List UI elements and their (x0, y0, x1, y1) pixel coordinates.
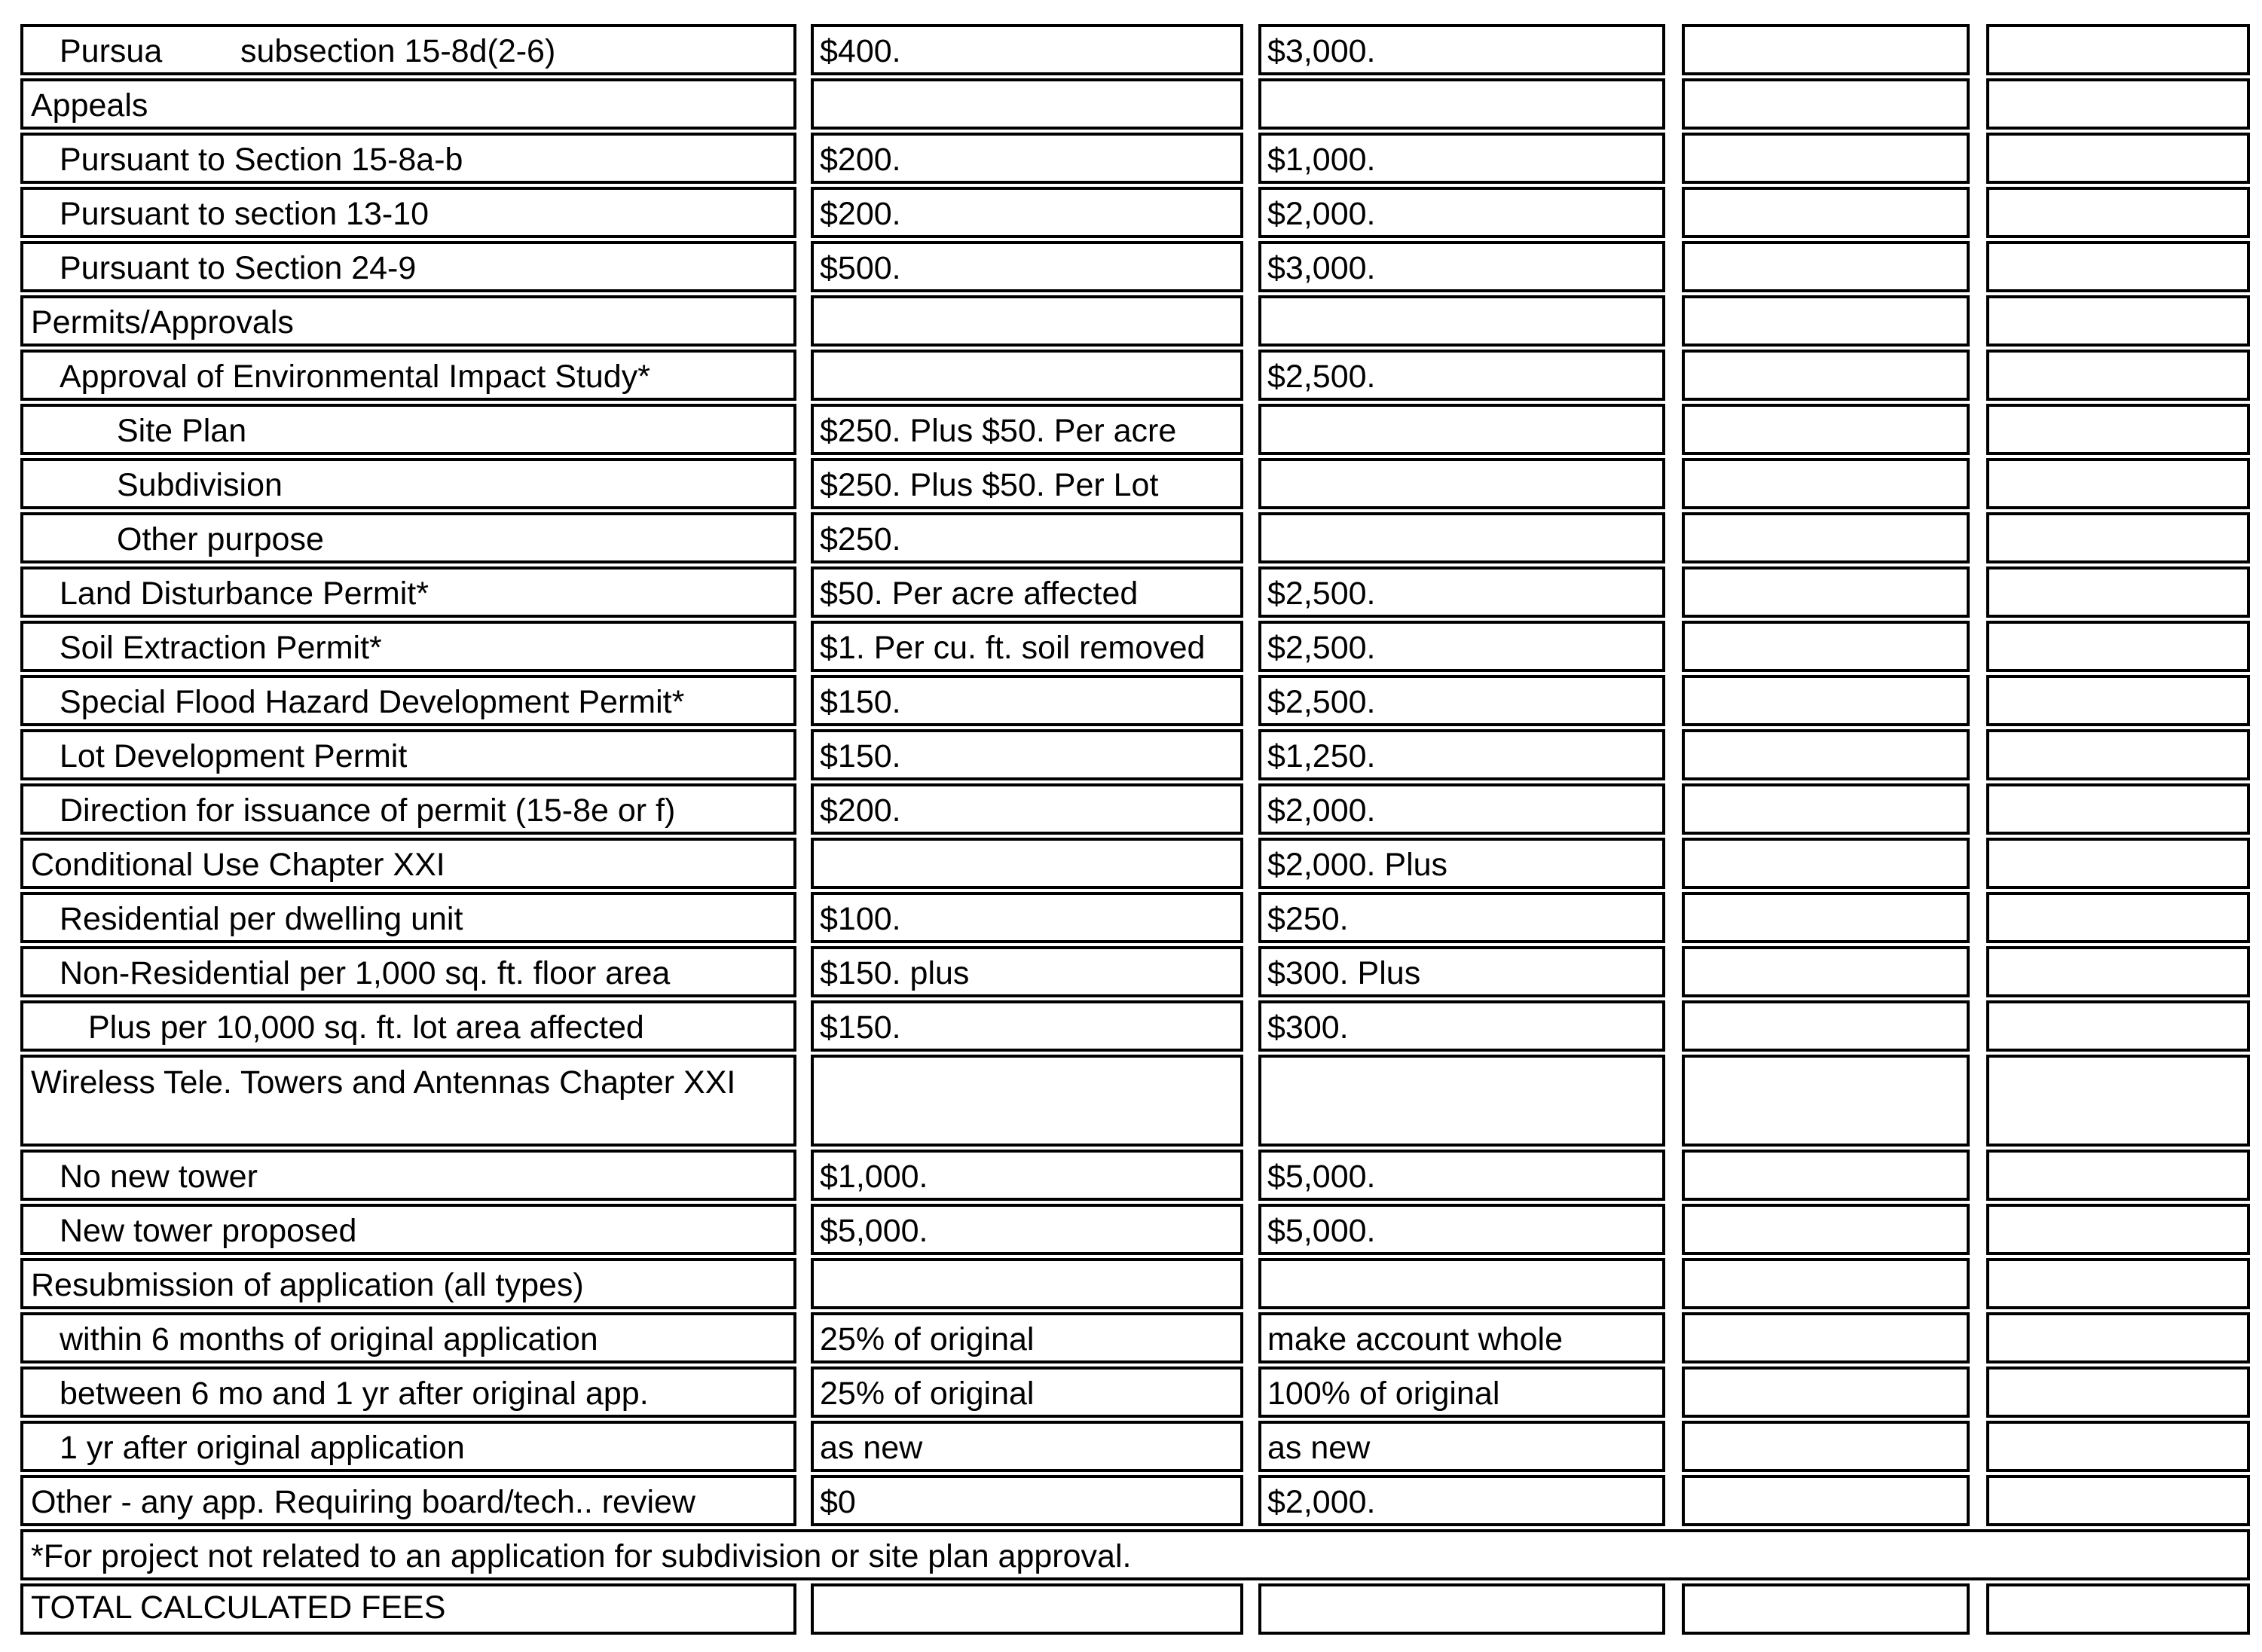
calc-escrow-cell[interactable] (1986, 946, 2250, 997)
calc-escrow-cell[interactable] (1986, 1475, 2250, 1526)
fee-amount: 25% of original (820, 1321, 1035, 1357)
escrow-amount: $2,500. (1267, 684, 1376, 720)
fee-amount: $5,000. (820, 1213, 928, 1249)
fee-amount: $250. Plus $50. Per Lot (820, 467, 1159, 503)
escrow-cell (1258, 404, 1665, 455)
calc-fee-cell[interactable] (1682, 1000, 1970, 1052)
calc-escrow-cell[interactable] (1986, 621, 2250, 672)
row-description: Non-Residential per 1,000 sq. ft. floor area (60, 955, 671, 991)
calc-fee-cell[interactable] (1682, 1150, 1970, 1201)
escrow-amount: 100% of original (1267, 1376, 1500, 1412)
calc-escrow-cell[interactable] (1986, 892, 2250, 943)
calc-escrow-cell[interactable] (1986, 1055, 2250, 1147)
footnote-text: *For project not related to an application for subdivision or site plan approval. (31, 1538, 1132, 1574)
row-description: Conditional Use Chapter XXI (31, 847, 445, 883)
calc-escrow-cell[interactable] (1986, 838, 2250, 889)
calc-fee-cell[interactable] (1682, 187, 1970, 238)
fee-amount: $200. (820, 142, 901, 178)
fee-amount: $100. (820, 901, 901, 937)
escrow-amount: $1,250. (1267, 738, 1376, 774)
fee-amount: $150. (820, 684, 901, 720)
row-description: Site Plan (117, 413, 247, 449)
fee-cell (811, 350, 1243, 401)
calc-fee-cell[interactable] (1682, 24, 1970, 75)
fee-amount: $150. (820, 1009, 901, 1046)
escrow-cell (1258, 512, 1665, 563)
row-description: Land Disturbance Permit* (60, 576, 429, 612)
calc-fee-cell[interactable] (1682, 78, 1970, 130)
escrow-amount: $2,500. (1267, 359, 1376, 395)
row-description: No new tower (60, 1159, 258, 1195)
calc-fee-cell[interactable] (1682, 458, 1970, 509)
fee-amount: $200. (820, 196, 901, 232)
total-calc-escrow-cell[interactable] (1986, 1583, 2250, 1635)
fee-amount: 25% of original (820, 1376, 1035, 1412)
escrow-cell (1258, 1258, 1665, 1309)
calc-escrow-cell[interactable] (1986, 1312, 2250, 1363)
escrow-amount: $250. (1267, 901, 1349, 937)
fee-cell (811, 295, 1243, 347)
row-description: Lot Development Permit (60, 738, 408, 774)
escrow-amount: $1,000. (1267, 142, 1376, 178)
escrow-amount: $3,000. (1267, 250, 1376, 286)
fee-cell (811, 1475, 1243, 1526)
total-fee-cell[interactable] (811, 1583, 1243, 1635)
escrow-cell (1258, 295, 1665, 347)
calc-fee-cell[interactable] (1682, 1312, 1970, 1363)
calc-fee-cell[interactable] (1682, 512, 1970, 563)
escrow-amount: $2,000. Plus (1267, 847, 1448, 883)
calc-escrow-cell[interactable] (1986, 1421, 2250, 1472)
row-description-continued: subsection 15-8d(2-6) (240, 33, 556, 69)
escrow-cell (1258, 1055, 1665, 1147)
calc-escrow-cell[interactable] (1986, 187, 2250, 238)
escrow-amount: $300. (1267, 1009, 1349, 1046)
calc-fee-cell[interactable] (1682, 1055, 1970, 1147)
row-description: Pursuant to section 13-10 (60, 196, 429, 232)
escrow-amount: $2,000. (1267, 196, 1376, 232)
calc-fee-cell[interactable] (1682, 133, 1970, 184)
calc-fee-cell[interactable] (1682, 1258, 1970, 1309)
calc-escrow-cell[interactable] (1986, 404, 2250, 455)
calc-escrow-cell[interactable] (1986, 1258, 2250, 1309)
row-description: 1 yr after original application (60, 1430, 465, 1466)
calc-escrow-cell[interactable] (1986, 675, 2250, 726)
escrow-amount: $2,500. (1267, 576, 1376, 612)
calc-fee-cell[interactable] (1682, 892, 1970, 943)
calc-escrow-cell[interactable] (1986, 1150, 2250, 1201)
escrow-amount: make account whole (1267, 1321, 1563, 1357)
calc-escrow-cell[interactable] (1986, 295, 2250, 347)
fee-amount: $200. (820, 792, 901, 829)
escrow-amount: $2,500. (1267, 630, 1376, 666)
calc-escrow-cell[interactable] (1986, 729, 2250, 780)
row-description: Wireless Tele. Towers and Antennas Chapter XXI (31, 1064, 736, 1101)
calc-fee-cell[interactable] (1682, 1366, 1970, 1418)
total-calc-fee-cell[interactable] (1682, 1583, 1970, 1635)
calc-escrow-cell[interactable] (1986, 350, 2250, 401)
row-description: New tower proposed (60, 1213, 357, 1249)
row-description: Direction for issuance of permit (15-8e or f) (60, 792, 676, 829)
row-description: Permits/Approvals (31, 304, 294, 340)
fee-amount: $250. (820, 521, 901, 557)
calc-escrow-cell[interactable] (1986, 512, 2250, 563)
fee-amount: $250. Plus $50. Per acre (820, 413, 1177, 449)
escrow-amount: $2,000. (1267, 1484, 1376, 1520)
escrow-amount: $5,000. (1267, 1159, 1376, 1195)
calc-escrow-cell[interactable] (1986, 783, 2250, 835)
calc-escrow-cell[interactable] (1986, 133, 2250, 184)
row-description: Soil Extraction Permit* (60, 630, 382, 666)
row-description: between 6 mo and 1 yr after original app. (60, 1376, 649, 1412)
row-description: Approval of Environmental Impact Study* (60, 359, 650, 395)
calc-fee-cell[interactable] (1682, 838, 1970, 889)
fee-cell (811, 838, 1243, 889)
total-calculated-fees-label: TOTAL CALCULATED FEES (31, 1589, 446, 1626)
fee-amount: $150. (820, 738, 901, 774)
calc-escrow-cell[interactable] (1986, 24, 2250, 75)
fee-amount: $50. Per acre affected (820, 576, 1139, 612)
calc-escrow-cell[interactable] (1986, 1000, 2250, 1052)
calc-fee-cell[interactable] (1682, 1421, 1970, 1472)
fee-cell (811, 1258, 1243, 1309)
calc-fee-cell[interactable] (1682, 621, 1970, 672)
calc-escrow-cell[interactable] (1986, 458, 2250, 509)
row-description: within 6 months of original application (60, 1321, 598, 1357)
row-description: Pursuant to Section 15-8a-b (60, 142, 463, 178)
fee-amount: $1,000. (820, 1159, 928, 1195)
calc-fee-cell[interactable] (1682, 1475, 1970, 1526)
calc-escrow-cell[interactable] (1986, 566, 2250, 618)
escrow-amount: as new (1267, 1430, 1371, 1466)
row-description: Special Flood Hazard Development Permit* (60, 684, 685, 720)
row-description: Pursua (60, 33, 163, 69)
row-description: Subdivision (117, 467, 283, 503)
total-escrow-cell[interactable] (1258, 1583, 1665, 1635)
row-description: Resubmission of application (all types) (31, 1267, 584, 1303)
calc-escrow-cell[interactable] (1986, 1204, 2250, 1255)
calc-fee-cell[interactable] (1682, 350, 1970, 401)
calc-fee-cell[interactable] (1682, 404, 1970, 455)
fee-amount: $0 (820, 1484, 856, 1520)
row-description: Residential per dwelling unit (60, 901, 463, 937)
fee-amount: $400. (820, 33, 901, 69)
escrow-cell (1258, 78, 1665, 130)
row-description: Other purpose (117, 521, 324, 557)
fee-cell (811, 1055, 1243, 1147)
fee-amount: $500. (820, 250, 901, 286)
calc-fee-cell[interactable] (1682, 1204, 1970, 1255)
row-description: Other - any app. Requiring board/tech.. review (31, 1484, 695, 1520)
escrow-amount: $300. Plus (1267, 955, 1421, 991)
calc-fee-cell[interactable] (1682, 295, 1970, 347)
escrow-cell (1258, 458, 1665, 509)
escrow-amount: $3,000. (1267, 33, 1376, 69)
calc-escrow-cell[interactable] (1986, 1366, 2250, 1418)
fee-amount: $150. plus (820, 955, 970, 991)
calc-fee-cell[interactable] (1682, 783, 1970, 835)
row-description: Appeals (31, 87, 148, 124)
escrow-amount: $2,000. (1267, 792, 1376, 829)
calc-escrow-cell[interactable] (1986, 78, 2250, 130)
calc-fee-cell[interactable] (1682, 729, 1970, 780)
row-description: Plus per 10,000 sq. ft. lot area affected (88, 1009, 644, 1046)
calc-fee-cell[interactable] (1682, 241, 1970, 292)
row-description: Pursuant to Section 24-9 (60, 250, 417, 286)
calc-fee-cell[interactable] (1682, 566, 1970, 618)
fee-amount: $1. Per cu. ft. soil removed (820, 630, 1206, 666)
fee-cell (811, 78, 1243, 130)
calc-escrow-cell[interactable] (1986, 241, 2250, 292)
fee-amount: as new (820, 1430, 923, 1466)
calc-fee-cell[interactable] (1682, 675, 1970, 726)
escrow-amount: $5,000. (1267, 1213, 1376, 1249)
calc-fee-cell[interactable] (1682, 946, 1970, 997)
